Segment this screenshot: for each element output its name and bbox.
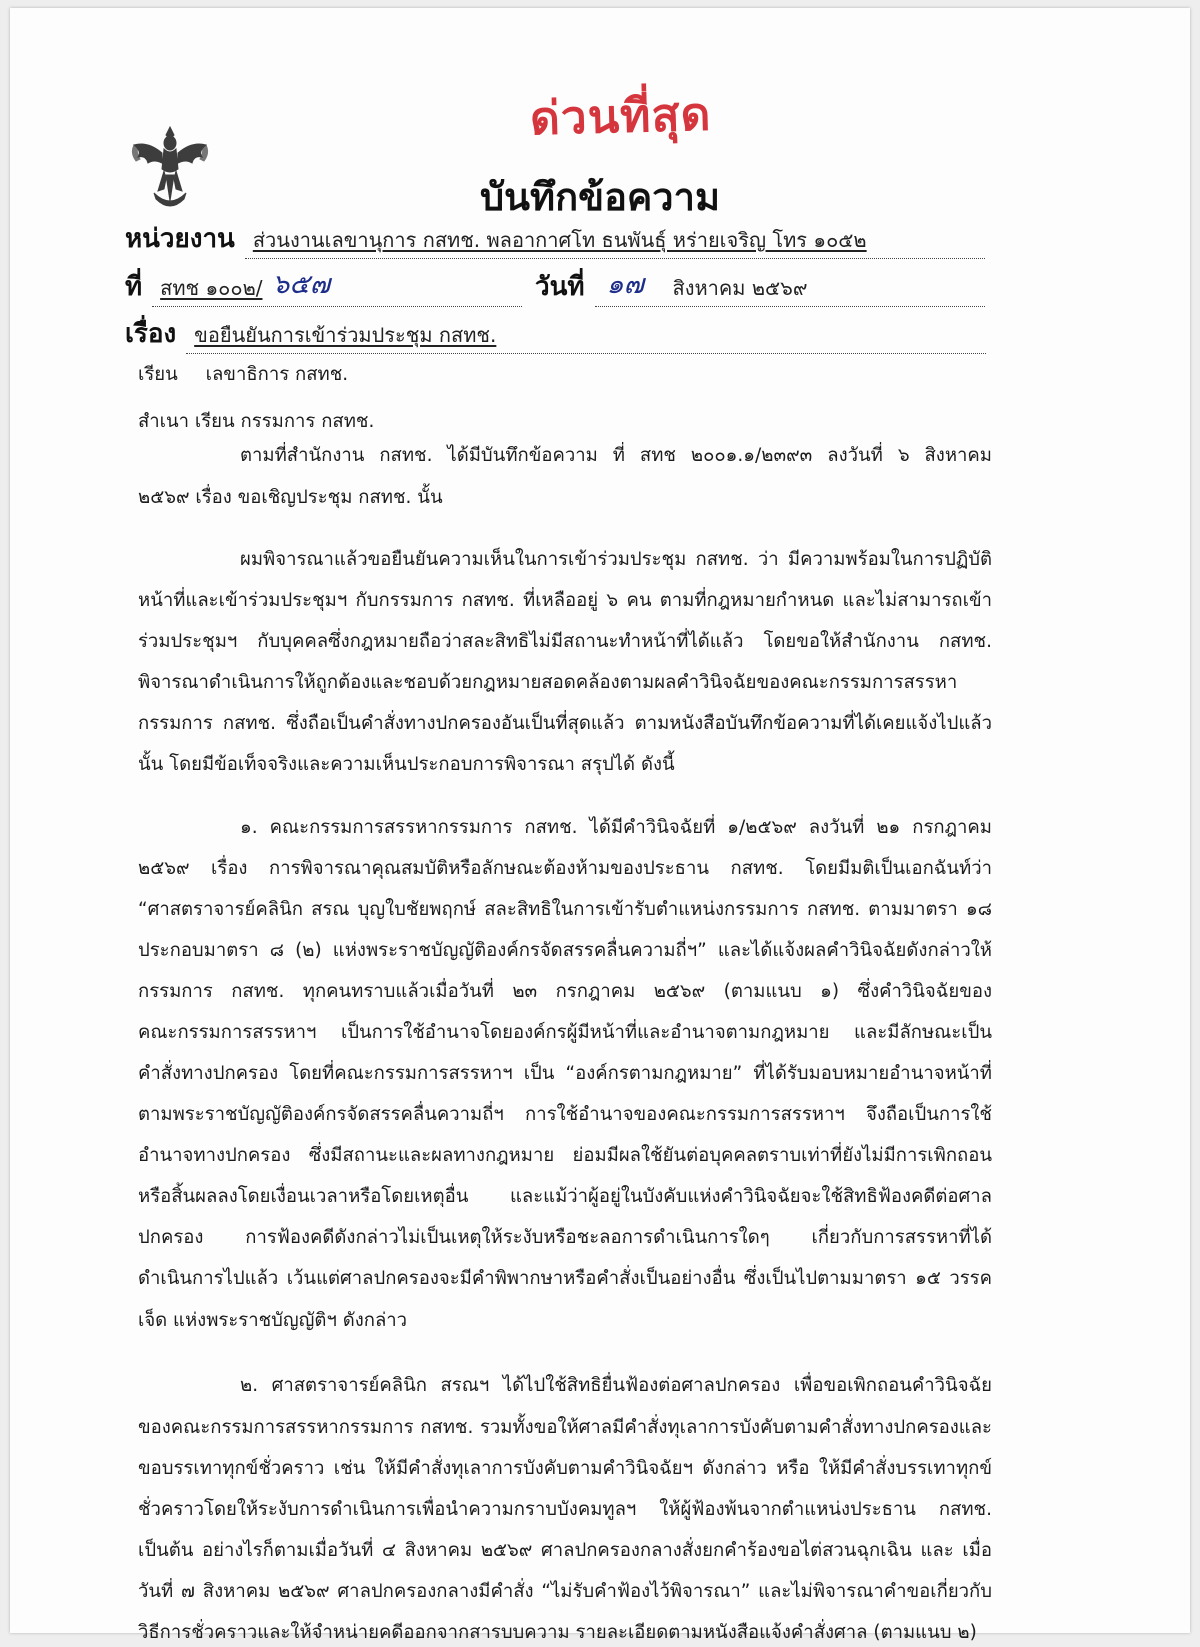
- paragraph-3-line: กรรมการ กสทช. ทุกคนทราบแล้วเมื่อวันที่ ๒๓ กรกฎาคม ๒๕๖๙ (ตามแนบ ๑) ซึ่งคำวินิจฉัยของ: [138, 981, 992, 1002]
- paragraph-1-line: ตามที่สำนักงาน กสทช. ได้มีบันทึกข้อความ ที่ สทช ๒๐๐๑.๑/๒๓๙๓ ลงวันที่ ๖ สิงหาคม: [240, 445, 992, 466]
- ref-value: สทช ๑๐๐๒/: [160, 276, 263, 300]
- paragraph-3-line: ดำเนินการไปแล้ว เว้นแต่ศาลปกครองจะมีคำพิพากษาหรือคำสั่งเป็นอย่างอื่น ซึ่งเป็นไปตามมาตรา ๑๕ วรรค: [138, 1268, 992, 1289]
- agency-field: [125, 218, 985, 259]
- date-field: [535, 266, 985, 307]
- paragraph-3-line: ประกอบมาตรา ๘ (๒) แห่งพระราชบัญญัติองค์กรจัดสรรคลื่นความถี่ฯ” และได้แจ้งผลคำวินิจฉัยดังกล่าวให้: [138, 940, 992, 961]
- ref-field: [125, 266, 522, 307]
- paragraph-3-line: หรือสิ้นผลลงโดยเงื่อนเวลาหรือโดยเหตุอื่น และแม้ว่าผู้อยู่ในบังคับแห่งคำวินิจฉัยจะใช้สิทธิฟ้องคดีต่อศาล: [138, 1186, 992, 1207]
- paragraph-4-line: ๒. ศาสตราจารย์คลินิก สรณฯ ได้ไปใช้สิทธิยื่นฟ้องต่อศาลปกครอง เพื่อขอเพิกถอนคำวินิจฉัย: [240, 1375, 992, 1396]
- paragraph-2-line: ร่วมประชุมฯ กับบุคคลซึ่งกฎหมายถือว่าสละสิทธิไม่มีสถานะทำหน้าที่ได้แล้ว โดยขอให้สำนักงาน กสทช.: [138, 631, 992, 652]
- paragraph-4-line: ขอบรรเทาทุกข์ชั่วคราว เช่น ให้มีคำสั่งทุเลาการบังคับตามคำวินิจฉัยฯ ดังกล่าว หรือ ให้มีคำสั่งบรรเทาทุกข์: [138, 1458, 992, 1479]
- paragraph-2-line: หน้าที่และเข้าร่วมประชุมฯ กับกรรมการ กสทช. ที่เหลืออยู่ ๖ คน ตามที่กฎหมายกำหนด และไม่สามารถเข้า: [138, 590, 992, 611]
- urgent-stamp: ด่วนที่สุด: [529, 86, 713, 146]
- paragraph-2-line: พิจารณาดำเนินการให้ถูกต้องและชอบด้วยกฎหมายสอดคล้องตามผลคำวินิจฉัยของคณะกรรมการสรรหา: [138, 672, 958, 693]
- paragraph-3-line: ๑. คณะกรรมการสรรหากรรมการ กสทช. ได้มีคำวินิจฉัยที่ ๑/๒๕๖๙ ลงวันที่ ๒๑ กรกฎาคม: [240, 817, 992, 838]
- subject-field: [125, 313, 986, 354]
- subject-value: ขอยืนยันการเข้าร่วมประชุม กสทช.: [194, 323, 497, 347]
- salutation: [138, 360, 348, 389]
- memo-page: [10, 8, 1190, 1643]
- ref-label: ที่: [125, 272, 143, 302]
- date-label: วันที่: [535, 272, 585, 302]
- copy-to: สำเนา เรียน กรรมการ กสทช.: [138, 411, 375, 432]
- agency-label: หน่วยงาน: [125, 224, 235, 254]
- paragraph-3-line: คำสั่งทางปกครอง โดยที่คณะกรรมการสรรหาฯ เป็น “องค์กรตามกฎหมาย” ที่ได้รับมอบหมายอำนาจหน้าที่: [138, 1063, 992, 1084]
- paragraph-2-line: ผมพิจารณาแล้วขอยืนยันความเห็นในการเข้าร่วมประชุม กสทช. ว่า มีความพร้อมในการปฏิบัติ: [240, 549, 992, 570]
- paragraph-3-line: ๒๕๖๙ เรื่อง การพิจารณาคุณสมบัติหรือลักษณะต้องห้ามของประธาน กสทช. โดยมีมติเป็นเอกฉันท์ว่า: [138, 858, 992, 879]
- paragraph-3-line: อำนาจทางปกครอง ซึ่งมีสถานะและผลทางกฎหมาย ย่อมมีผลใช้ยันต่อบุคคลตราบเท่าที่ยังไม่มีการเพิกถอน: [138, 1145, 992, 1166]
- paragraph-3-line: ปกครอง การฟ้องคดีดังกล่าวไม่เป็นเหตุให้ระงับหรือชะลอการดำเนินการใดๆ เกี่ยวกับการสรรหาที่ได้: [138, 1227, 992, 1248]
- paragraph-4-line: วันที่ ๗ สิงหาคม ๒๕๖๙ ศาลปกครองกลางมีคำสั่ง “ไม่รับคำฟ้องไว้พิจารณา” และไม่พิจารณาคำขอเกี่ยวกับ: [138, 1581, 992, 1602]
- paragraph-4-line: ของคณะกรรมการสรรหากรรมการ กสทช. รวมทั้งขอให้ศาลมีคำสั่งทุเลาการบังคับตามคำสั่งทางปกครองและ: [138, 1417, 992, 1438]
- paragraph-3-line: “ศาสตราจารย์คลินิก สรณ บุญใบชัยพฤกษ์ สละสิทธิในการเข้ารับตำแหน่งกรรมการ กสทช. ตามมาตรา ๑๘: [138, 899, 992, 920]
- memo-heading: บันทึกข้อความ: [479, 175, 721, 219]
- paragraph-2-line: นั้น โดยมีข้อเท็จจริงและความเห็นประกอบการพิจารณา สรุปได้ ดังนี้: [138, 754, 675, 775]
- date-month-year: สิงหาคม ๒๕๖๙: [672, 276, 808, 300]
- date-handwritten-day: ๑๗: [606, 269, 644, 300]
- paragraph-3-line: คณะกรรมการสรรหาฯ เป็นการใช้อำนาจโดยองค์กรผู้มีหน้าที่และอำนาจตามกฎหมาย และมีลักษณะเป็น: [138, 1022, 992, 1043]
- paragraph-4-line: เป็นต้น อย่างไรก็ตามเมื่อวันที่ ๔ สิงหาคม ๒๕๖๙ ศาลปกครองกลางสั่งยกคำร้องขอไต่สวนฉุกเฉิน และ เมื่อ: [138, 1540, 992, 1561]
- subject-label: เรื่อง: [125, 319, 177, 349]
- paragraph-3-line: ตามพระราชบัญญัติองค์กรจัดสรรคลื่นความถี่ฯ การใช้อำนาจของคณะกรรมการสรรหาฯ จึงถือเป็นการใช้: [138, 1104, 992, 1125]
- paragraph-2-line: กรรมการ กสทช. ซึ่งถือเป็นคำสั่งทางปกครองอันเป็นที่สุดแล้ว ตามหนังสือบันทึกข้อความที่ได้เคยแจ้งไปแล้ว: [138, 713, 992, 734]
- paragraph-4-line: วิธีการชั่วคราวและให้จำหน่ายคดีออกจากสารบบความ รายละเอียดตามหนังสือแจ้งคำสั่งศาล (ตามแนบ ๒): [138, 1622, 977, 1643]
- paragraph-4-line: ชั่วคราวโดยให้ระงับการดำเนินการเพื่อนำความกราบบังคมทูลฯ ให้ผู้ฟ้องพ้นจากตำแหน่งประธาน กสทช.: [138, 1499, 992, 1520]
- agency-value: ส่วนงานเลขานุการ กสทช. พลอากาศโท ธนพันธุ์ หร่ายเจริญ โทร ๑๐๕๒: [252, 228, 867, 252]
- salutation-label: เรียน: [138, 364, 178, 385]
- salutation-value: เลขาธิการ กสทช.: [205, 364, 349, 385]
- paragraph-3-line: เจ็ด แห่งพระราชบัญญัติฯ ดังกล่าว: [138, 1310, 408, 1331]
- paragraph-1-line: ๒๕๖๙ เรื่อง ขอเชิญประชุม กสทช. นั้น: [138, 487, 443, 508]
- ref-handwritten-number: ๖๕๗: [272, 269, 331, 300]
